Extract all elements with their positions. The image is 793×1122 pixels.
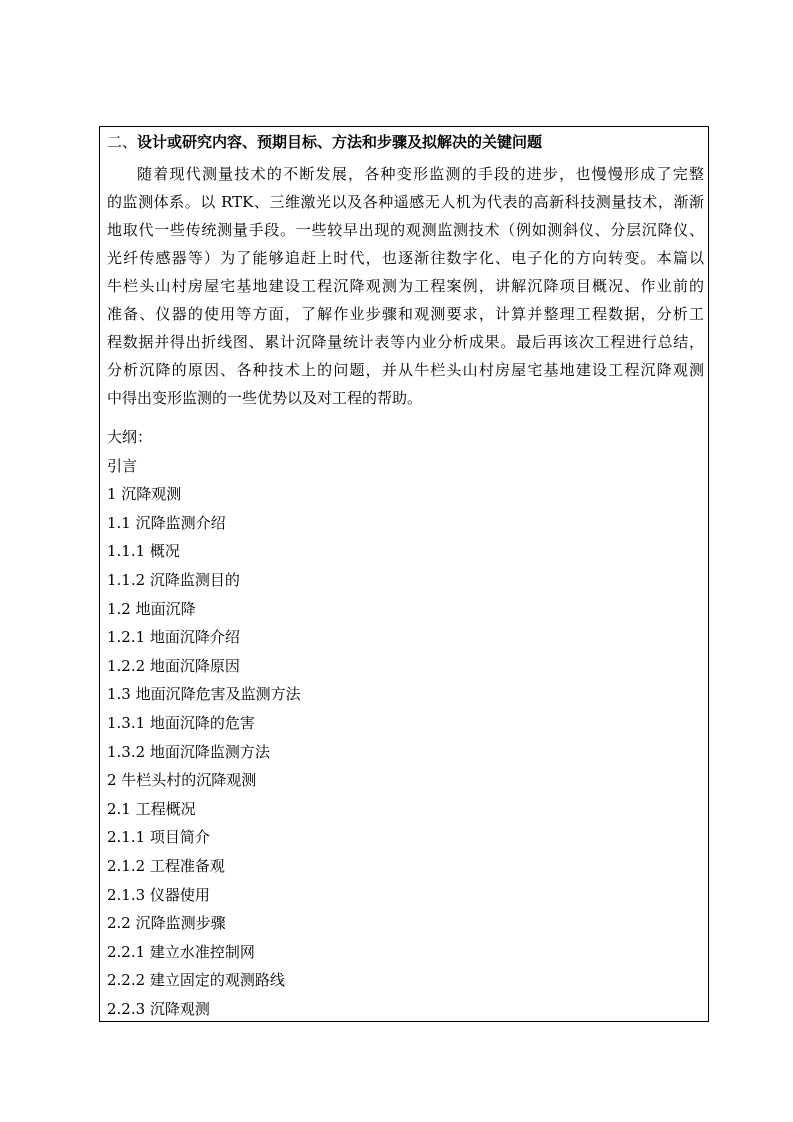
paragraph-line: 随着现代测量技术的不断发展，各种变形监测的手段的进步，也慢慢形成了完整	[137, 165, 704, 183]
outline-item: 2.2 沉降监测步骤	[107, 914, 226, 933]
section-title: 设计或研究内容、预期目标、方法和步骤及拟解决的关键问题	[137, 133, 543, 151]
outline-item: 2.1.3 仪器使用	[107, 885, 210, 904]
outline-item: 引言	[107, 456, 138, 475]
outline-item: 1.3.2 地面沉降监测方法	[107, 742, 270, 761]
outline-item: 2.2.3 沉降观测	[107, 999, 210, 1018]
outline-item: 2.1.1 项目简介	[107, 828, 210, 847]
paragraph-line: 牛栏头山村房屋宅基地建设工程沉降观测为工程案例，讲解沉降项目概况、作业前的	[107, 277, 704, 295]
outline-item: 2.2.1 建立水准控制网	[107, 942, 255, 961]
paragraph-line: 中得出变形监测的一些优势以及对工程的帮助。	[107, 389, 423, 407]
outline-item: 1.1.1 概况	[107, 542, 180, 561]
outline-item: 1.1.2 沉降监测目的	[107, 570, 240, 589]
outline-item: 2.1.2 工程准备观	[107, 856, 225, 875]
outline-item: 1.1 沉降监测介绍	[107, 513, 226, 532]
body-paragraph	[107, 160, 704, 412]
outline-item: 1.3 地面沉降危害及监测方法	[107, 685, 301, 704]
content-table-cell	[99, 126, 709, 1022]
section-heading	[107, 132, 702, 152]
paragraph-line: 地取代一些传统测量手段。一些较早出现的观测监测技术（例如测斜仪、分层沉降仪、	[107, 221, 704, 239]
outline-item: 1 沉降观测	[107, 485, 182, 504]
outline-item: 1.2 地面沉降	[107, 599, 196, 618]
outline-item: 2 牛栏头村的沉降观测	[107, 771, 257, 790]
paragraph-line: 的监测体系。以 RTK、三维激光以及各种遥感无人机为代表的高新科技测量技术，渐渐	[107, 193, 704, 211]
outline-item: 1.3.1 地面沉降的危害	[107, 713, 255, 732]
outline-item: 1.2.2 地面沉降原因	[107, 656, 240, 675]
outline-item: 2.1 工程概况	[107, 799, 196, 818]
paragraph-line: 光纤传感器等）为了能够追赶上时代，也逐渐往数字化、电子化的方向转变。本篇以	[107, 249, 704, 267]
outline-list	[107, 423, 704, 1022]
outline-item: 2.2.2 建立固定的观测路线	[107, 971, 285, 990]
paragraph-line: 分析沉降的原因、各种技术上的问题，并从牛栏头山村房屋宅基地建设工程沉降观测	[107, 361, 704, 379]
outline-heading: 大纲：	[107, 428, 153, 446]
outline-item: 1.2.1 地面沉降介绍	[107, 628, 240, 647]
paragraph-line: 程数据并得出折线图、累计沉降量统计表等内业分析成果。最后再该次工程进行总结，	[107, 333, 704, 351]
paragraph-line: 准备、仪器的使用等方面，了解作业步骤和观测要求，计算并整理工程数据，分析工	[107, 305, 704, 323]
section-number: 二、	[107, 133, 138, 151]
